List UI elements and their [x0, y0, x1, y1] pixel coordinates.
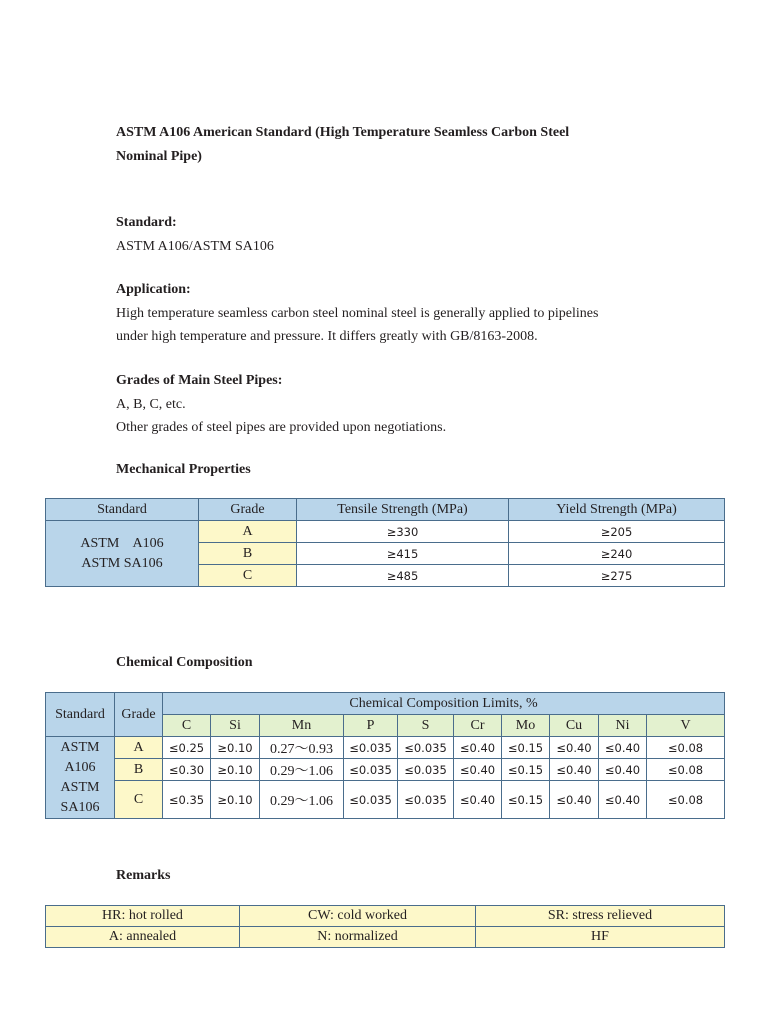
header-grade: Grade [199, 499, 297, 521]
header-limits: Chemical Composition Limits, % [163, 693, 725, 715]
standard-line: ASTM [60, 779, 100, 795]
header-standard: Standard [46, 693, 115, 737]
grade-cell: B [199, 543, 297, 565]
grade-cell: C [115, 781, 163, 819]
grade-cell: C [199, 565, 297, 587]
standard-line: A106 [64, 759, 96, 775]
value-cell: ≥0.10 [211, 781, 260, 819]
standard-heading: Standard: [116, 215, 177, 230]
standard-line1: ASTM A106 [80, 535, 164, 551]
value-cell: ≤0.15 [502, 737, 550, 759]
tensile-cell: ≥485 [297, 565, 509, 587]
value-cell: ≤0.40 [599, 759, 647, 781]
element-header-p: P [344, 715, 398, 737]
element-header-si: Si [211, 715, 260, 737]
header-yield-strength: Yield Strength (MPa) [509, 499, 725, 521]
standard-cell [46, 737, 115, 819]
value-cell: ≤0.40 [550, 781, 599, 819]
chemical-heading: Chemical Composition [116, 655, 253, 670]
value-cell: ≤0.035 [398, 759, 454, 781]
value-cell: ≤0.08 [647, 737, 725, 759]
mechanical-heading: Mechanical Properties [116, 462, 251, 477]
element-header-mn: Mn [260, 715, 344, 737]
yield-cell: ≥240 [509, 543, 725, 565]
value-cell: 0.29～1.06 [260, 759, 344, 781]
value-cell: ≥0.10 [211, 759, 260, 781]
grades-heading: Grades of Main Steel Pipes: [116, 373, 283, 388]
value-cell: ≤0.40 [454, 759, 502, 781]
value-cell: ≤0.15 [502, 759, 550, 781]
standard-line: ASTM [60, 739, 100, 755]
element-header-cu: Cu [550, 715, 599, 737]
value-cell: ≤0.40 [550, 759, 599, 781]
element-header-c: C [163, 715, 211, 737]
remarks-heading: Remarks [116, 868, 171, 883]
remark-cell: HF [476, 927, 725, 948]
value-cell: ≤0.25 [163, 737, 211, 759]
value-cell: ≤0.035 [344, 737, 398, 759]
value-cell: ≤0.15 [502, 781, 550, 819]
standard-value: ASTM A106/ASTM SA106 [116, 239, 274, 254]
application-text-line2: under high temperature and pressure. It differs greatly with GB/8163-2008. [116, 329, 538, 344]
tensile-cell: ≥415 [297, 543, 509, 565]
element-header-cr: Cr [454, 715, 502, 737]
header-tensile-strength: Tensile Strength (MPa) [297, 499, 509, 521]
value-cell: ≤0.40 [454, 781, 502, 819]
grades-text-line2: Other grades of steel pipes are provided upon negotiations. [116, 420, 447, 435]
value-cell: ≤0.035 [344, 781, 398, 819]
value-cell: ≤0.035 [344, 759, 398, 781]
element-header-v: V [647, 715, 725, 737]
value-cell: ≤0.40 [454, 737, 502, 759]
value-cell: ≥0.10 [211, 737, 260, 759]
page-title: ASTM A106 American Standard (High Temperature Seamless Carbon Steel [116, 125, 570, 140]
remark-cell: N: normalized [240, 927, 476, 948]
value-cell: ≤0.40 [550, 737, 599, 759]
value-cell: ≤0.40 [599, 737, 647, 759]
value-cell: ≤0.30 [163, 759, 211, 781]
remarks-table [45, 905, 725, 948]
remark-cell: CW: cold worked [240, 906, 476, 927]
value-cell: ≤0.08 [647, 781, 725, 819]
value-cell: ≤0.035 [398, 781, 454, 819]
grades-text-line1: A, B, C, etc. [116, 397, 186, 412]
standard-line: SA106 [60, 799, 100, 815]
value-cell: ≤0.40 [599, 781, 647, 819]
header-grade: Grade [115, 693, 163, 737]
element-header-s: S [398, 715, 454, 737]
grade-cell: A [199, 521, 297, 543]
remark-cell: SR: stress relieved [476, 906, 725, 927]
grade-cell: A [115, 737, 163, 759]
standard-cell [46, 521, 199, 587]
application-text-line1: High temperature seamless carbon steel nominal steel is generally applied to pipelines [116, 306, 599, 321]
grade-cell: B [115, 759, 163, 781]
yield-cell: ≥275 [509, 565, 725, 587]
element-header-mo: Mo [502, 715, 550, 737]
chemical-composition-table [45, 692, 725, 819]
standard-line2: ASTM SA106 [81, 555, 163, 571]
value-cell: ≤0.035 [398, 737, 454, 759]
tensile-cell: ≥330 [297, 521, 509, 543]
remark-cell: HR: hot rolled [46, 906, 240, 927]
value-cell: ≤0.35 [163, 781, 211, 819]
header-standard: Standard [46, 499, 199, 521]
value-cell: ≤0.08 [647, 759, 725, 781]
application-heading: Application: [116, 282, 191, 297]
value-cell: 0.29～1.06 [260, 781, 344, 819]
remark-cell: A: annealed [46, 927, 240, 948]
mechanical-properties-table [45, 498, 725, 587]
page-title-continued: Nominal Pipe) [116, 149, 202, 164]
yield-cell: ≥205 [509, 521, 725, 543]
value-cell: 0.27～0.93 [260, 737, 344, 759]
element-header-ni: Ni [599, 715, 647, 737]
